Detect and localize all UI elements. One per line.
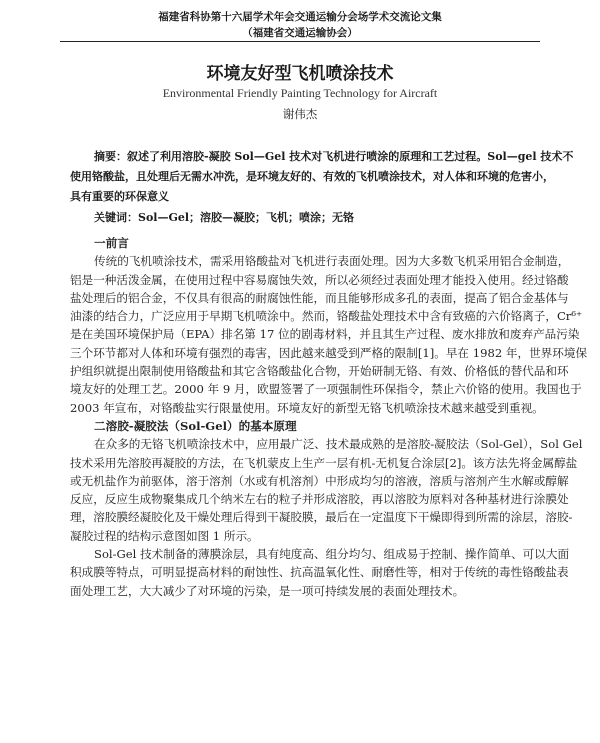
paragraph-line: 是在美国环境保护局（EPA）排名第 17 位的剧毒材料，并且其生产过程、废水排放和废弃产品污染	[70, 327, 580, 342]
paragraph-line: 在众多的无铬飞机喷涂技术中，应用最广泛、技术最成熟的是溶胶-凝胶法（Sol-Gel），Sol Gel	[94, 437, 583, 452]
body-text	[70, 234, 588, 600]
author: 谢伟杰	[282, 107, 318, 121]
paragraph-line: 理，溶胶膜经凝胶化及干燥处理后得到干凝胶膜，最后在一定温度下干燥即得到所需的涂层，溶胶-	[70, 510, 573, 525]
paragraph-line: 传统的飞机喷涂技术，需采用铬酸盐对飞机进行表面处理。因为大多数飞机采用铝合金制造，	[94, 254, 570, 269]
paragraph-line: 反应，反应生成物聚集成几个纳米左右的粒子并形成溶胶，再以溶胶为原料对各种基材进行涂膜处	[70, 492, 569, 507]
section-heading: 一前言	[94, 236, 129, 250]
keywords-label: 关键词：	[94, 211, 138, 224]
paragraph-line: 或无机盐作为前驱体，溶于溶剂（水或有机溶剂）中形成均匀的溶液，溶质与溶剂产生水解或醇解	[70, 473, 569, 488]
section-heading: 二溶胶-凝胶法（Sol-Gel）的基本原理	[94, 418, 297, 433]
paragraph-line: 技术采用先溶胶再凝胶的方法，在飞机蒙皮上生产一层有机-无机复合涂层[2]。该方法先将金属醇盐	[70, 455, 578, 470]
paragraph-line: 积成膜等特点，可明显提高材料的耐蚀性、抗高温氧化性、耐磨性等，相对于传统的毒性铬酸盐表	[70, 565, 569, 580]
header-rule	[60, 41, 540, 42]
abstract	[70, 147, 574, 207]
keywords	[94, 209, 556, 225]
paragraph-line: 铝是一种活泼金属，在使用过程中容易腐蚀失效，所以必须经过表面处理才能投入使用。经过铬酸	[70, 272, 569, 287]
paragraph-line: 凝胶过程的结构示意图如图 1 所示。	[70, 528, 259, 543]
paragraph-line: 三个环节都对人体和环境有强烈的毒害，因此越来越受到严格的限制[1]。早在 1982 年，世界环境保	[70, 345, 588, 360]
keywords-text: Sol—Gel；溶胶—凝胶；飞机；喷涂；无铬	[138, 211, 355, 224]
abstract-line: 具有重要的环保意义	[70, 190, 169, 203]
paper-title-english: Environmental Friendly Painting Technology for Aircraft	[162, 86, 438, 100]
paragraph-line: 油漆的结合力，广泛应用于早期飞机喷涂中。然而，铬酸盐处理技术中含有致癌的六价铬离子，Cr⁶⁺	[70, 309, 583, 324]
paragraph-line: 护组织就提出限制使用铬酸盐和其它含铬酸盐化合物，开始研制无铬、有效、价格低的替代品和环	[70, 364, 569, 379]
paper-title: 环境友好型飞机喷涂技术	[206, 64, 394, 84]
paragraph-line: 境友好的处理工艺。2000 年 9 月，欧盟签署了一项强制性环保指令，禁止六价铬的使用。我国也于	[70, 382, 582, 397]
proceedings-header: 福建省科协第十六届学术年会交通运输分会场学术交流论文集	[158, 11, 442, 23]
paragraph-line: 盐处理后的铝合金，不仅具有很高的耐腐蚀性能，而且能够形成多孔的表面，提高了铝合金基体与	[70, 290, 569, 305]
abstract-line: 摘要：叙述了利用溶胶-凝胶 Sol—Gel 技术对飞机进行喷涂的原理和工艺过程。Sol—gel 技术不	[94, 150, 574, 163]
abstract-line: 使用铬酸盐，且处理后无需水冲洗，是环境友好的、有效的飞机喷涂技术，对人体和环境的危害小，	[70, 170, 554, 183]
association-header: （福建省交通运输协会）	[242, 27, 358, 39]
paragraph-line: 2003 年宣布，对铬酸盐实行限量使用。环境友好的新型无铬飞机喷涂技术越来越受到重视。	[70, 400, 544, 415]
paragraph-line: Sol-Gel 技术制备的薄膜涂层，具有纯度高、组分均匀、组成易于控制、操作简单、可以大面	[94, 547, 570, 562]
paragraph-line: 面处理工艺，大大减少了对环境的污染，是一项可持续发展的表面处理技术。	[70, 583, 465, 598]
